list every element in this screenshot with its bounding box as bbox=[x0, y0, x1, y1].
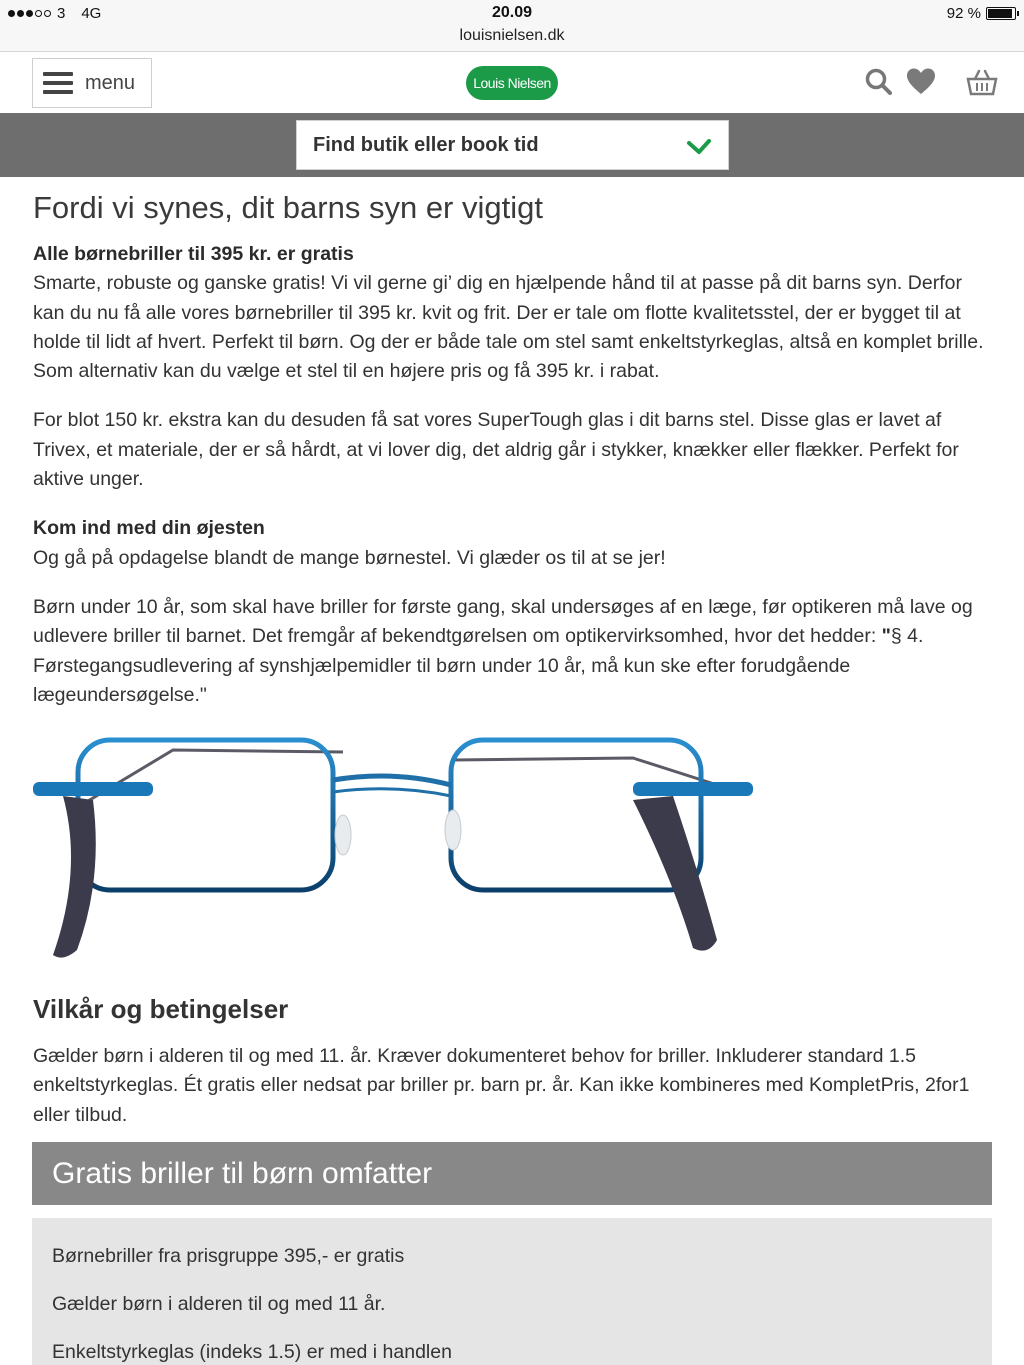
menu-button[interactable] bbox=[32, 58, 152, 108]
status-bar bbox=[0, 0, 1024, 52]
basket-icon[interactable] bbox=[966, 67, 998, 97]
network-label: 4G bbox=[81, 5, 102, 22]
regulation-paragraph bbox=[33, 593, 995, 710]
section-text: Og gå på opdagelse blandt de mange børnestel. Vi glæder os til at se jer! bbox=[33, 546, 666, 569]
includes-box-list bbox=[32, 1218, 992, 1365]
find-store-label: Find butik eller book tid bbox=[313, 133, 539, 156]
carrier-label: 3 bbox=[57, 5, 66, 22]
section-visit bbox=[33, 514, 995, 573]
battery-icon bbox=[986, 7, 1016, 20]
page-title: Fordi vi synes, dit barns syn er vigtigt bbox=[33, 190, 543, 225]
list-item: Enkeltstyrkeglas (indeks 1.5) er med i handlen bbox=[52, 1341, 452, 1363]
list-item: Børnebriller fra prisgruppe 395,- er gratis bbox=[52, 1245, 405, 1267]
heart-icon[interactable] bbox=[906, 67, 936, 97]
find-store-bar bbox=[0, 113, 1024, 177]
list-item: Gælder børn i alderen til og med 11 år. bbox=[52, 1293, 386, 1315]
section-heading: Alle børnebriller til 395 kr. er gratis bbox=[33, 243, 354, 265]
search-icon[interactable] bbox=[864, 67, 894, 97]
terms-heading: Vilkår og betingelser bbox=[33, 994, 289, 1025]
terms-text: Gælder børn i alderen til og med 11. år. Kræver dokumenteret behov for briller. Inkluderer standard 1.5 enkeltstyrkeglas. Ét gratis eller nedsat par briller pr. barn pr. år. Kan ikke kombineres med KompletPris, 2for1 eller tilbud. bbox=[33, 1045, 970, 1126]
temple-print: and ©2009 THOIP bbox=[465, 794, 540, 805]
chevron-down-icon bbox=[686, 135, 712, 157]
quote-mark: " bbox=[881, 625, 891, 648]
hamburger-icon bbox=[43, 72, 73, 94]
brand-logo[interactable]: Louis Nielsen bbox=[466, 66, 558, 100]
battery-percent: 92 % bbox=[946, 5, 981, 22]
article-content bbox=[33, 188, 995, 1150]
site-header bbox=[0, 53, 1024, 113]
address-bar-url[interactable]: louisnielsen.dk bbox=[459, 27, 565, 44]
menu-label: menu bbox=[85, 71, 136, 94]
includes-box-heading: Gratis briller til børn omfatter bbox=[32, 1142, 992, 1205]
regulation-quote: § 4. Førstegangsudlevering af synshjælpemidler til børn under 10 år, må kun ske efter forudgående lægeundersøgelse." bbox=[33, 625, 924, 706]
find-store-dropdown[interactable] bbox=[296, 120, 729, 170]
battery-area bbox=[947, 5, 1016, 22]
regulation-text: Børn under 10 år, som skal have briller for første gang, skal undersøges af en læge, før optikeren må lave og udlevere briller til barnet. Det fremgår af bekendtgørelsen om optikervirksomhed, hvor det hedder: bbox=[33, 595, 973, 648]
section-heading: Kom ind med din øjesten bbox=[33, 517, 265, 540]
clock: 20.09 bbox=[491, 4, 533, 21]
section-free-glasses bbox=[33, 240, 995, 386]
supertough-paragraph: For blot 150 kr. ekstra kan du desuden få sat vores SuperTough glas i dit barns stel. Disse glas er lavet af Trivex, et materiale, der er så hårdt, at vi lover dig, det aldrig går i stykker, knækker eller flækker. Perfekt for aktive unger. bbox=[33, 409, 959, 491]
glasses-image bbox=[33, 730, 753, 970]
section-text: Smarte, robuste og ganske gratis! Vi vil gerne gi’ dig en hjælpende hånd til at passe på dit barns syn. Derfor kan du nu få alle vores børnebriller til 395 kr. kvit og frit. Der er tale om flotte kvalitetsstel, der er bygget til at holde til lidt af hvert. Perfekt til børn. Og der er både tale om stel samt enkeltstyrkeglas, altså en komplet brille. Som alternativ kan du vælge et stel til en højere pris og få 395 kr. i rabat. bbox=[33, 272, 984, 383]
